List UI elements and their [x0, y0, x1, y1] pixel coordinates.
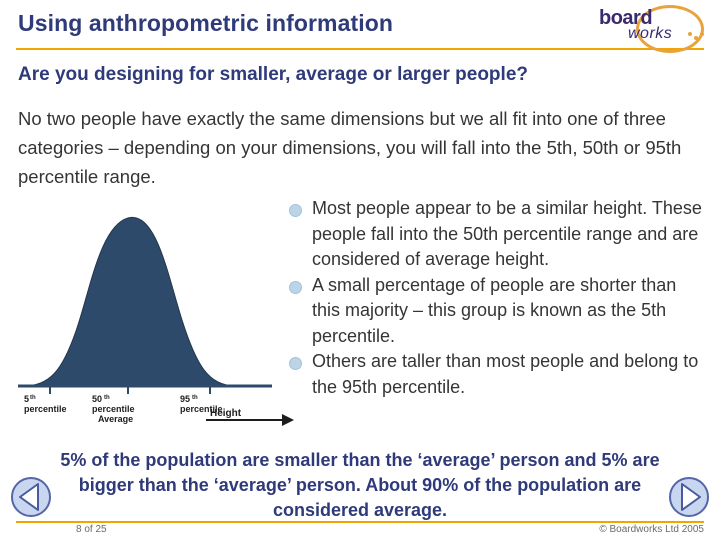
previous-slide-button[interactable] [8, 476, 54, 518]
bullet-marker-icon [289, 357, 302, 370]
summary-text: 5% of the population are smaller than the ‘average’ person and 5% are bigger than the ‘average’ person. About 90% of the population are considered average. [60, 450, 660, 520]
svg-text:percentile: percentile [92, 404, 135, 414]
svg-text:percentile: percentile [24, 404, 67, 414]
svg-text:Average: Average [98, 414, 134, 424]
lead-question: Are you designing for smaller, average or larger people? [18, 64, 528, 85]
list-item [285, 196, 705, 273]
list-item-text: Others are taller than most people and belong to the 95th percentile. [312, 351, 699, 397]
bullet-list [285, 196, 705, 400]
svg-text:th: th [192, 395, 198, 401]
svg-text:95: 95 [180, 394, 191, 404]
footer-divider [16, 521, 704, 523]
logo-word-works: works [628, 25, 673, 42]
page-number: 8 of 25 [76, 524, 107, 535]
list-item [285, 349, 705, 400]
percentile-distribution-chart [10, 196, 306, 446]
boardworks-logo [598, 4, 708, 50]
bullet-marker-icon [289, 204, 302, 217]
list-item-text: Most people appear to be a similar height. These people fall into the 50th percentile range and are considered of average height. [312, 198, 702, 269]
svg-text:5: 5 [24, 394, 30, 404]
svg-text:Height: Height [210, 408, 242, 419]
svg-text:50: 50 [92, 394, 103, 404]
logo-dots-icon [688, 32, 704, 42]
logo-word-board: board [599, 7, 653, 29]
list-item [285, 273, 705, 350]
intro-paragraph: No two people have exactly the same dimensions but we all fit into one of three categories – depending on your dimensions, you will fall into the 5th, 50th or 95th percentile range. [18, 108, 682, 187]
svg-text:percentile: percentile [180, 404, 223, 414]
svg-text:th: th [104, 395, 110, 401]
copyright-text: © Boardworks Ltd 2005 [599, 524, 704, 535]
page-title: Using anthropometric information [18, 10, 394, 36]
svg-text:th: th [30, 395, 36, 401]
next-slide-button[interactable] [666, 476, 712, 518]
list-item-text: A small percentage of people are shorter than this majority – this group is known as the 5th percentile. [312, 274, 677, 346]
bullet-marker-icon [289, 281, 302, 294]
